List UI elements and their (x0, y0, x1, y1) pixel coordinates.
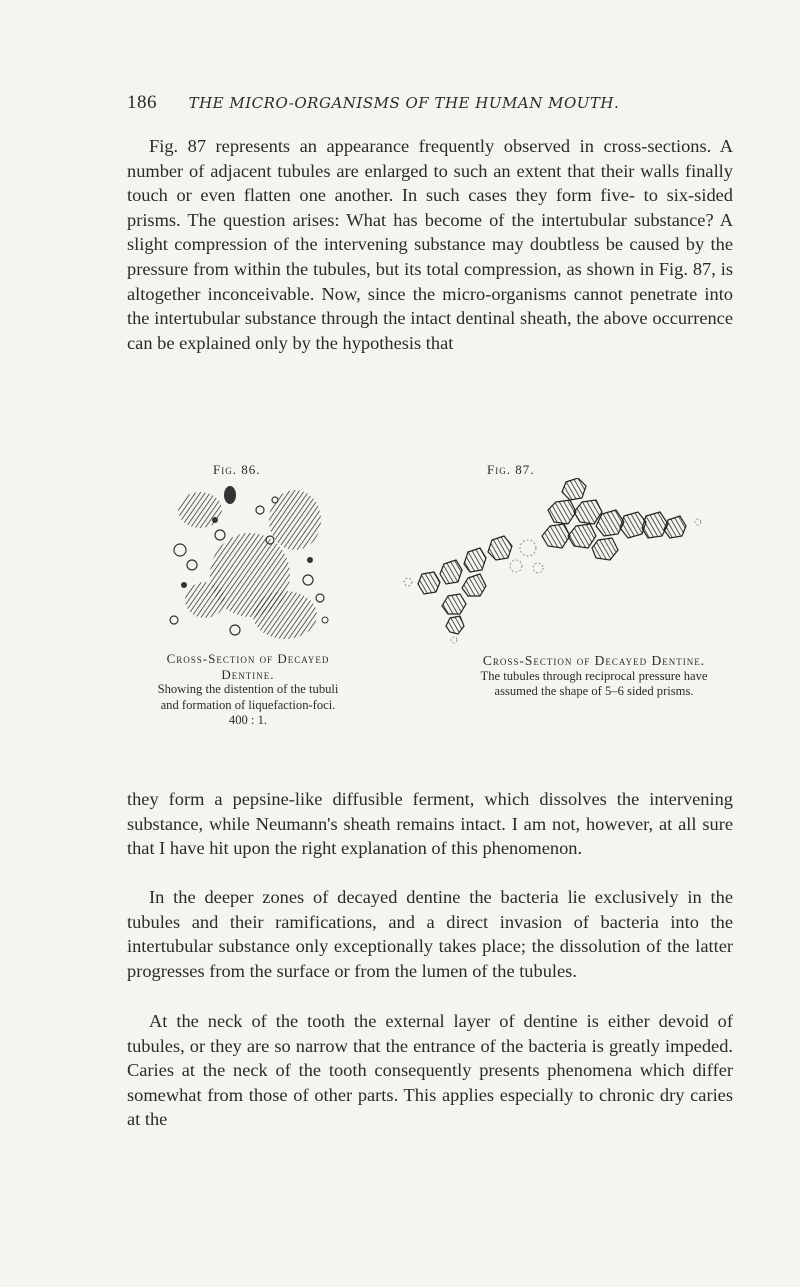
fig-86-caption (150, 651, 346, 729)
fig-87-caption-text: The tubules through reciprocal pressure have assumed the shape of 5–6 sided prisms. (480, 668, 708, 698)
fig-87-caption (478, 653, 710, 700)
running-head (127, 92, 687, 114)
paragraph-4: At the neck of the tooth the external layer of dentine is either devoid of tubules, or they are so narrow that the entrance of the bacteria is greatly impeded. Caries at the neck of the tooth consequently presents phenomena which differ somewhat from those of other parts. This applies especially to chronic dry caries at the (127, 1011, 733, 1130)
fig-87-caption-title: Cross-Section of Decayed Dentine. (482, 653, 706, 668)
fig-86-caption-text: Showing the distention of the tubuli and formation of liquefaction-foci. (157, 682, 339, 712)
paragraph-2: they form a pepsine-like diffusible ferment, which dissolves the intervening substance, while Neumann's sheath remains intact. I am not, however, at all sure that I have hit upon the right explanation of this phenomenon. (127, 789, 733, 859)
running-title: THE MICRO-ORGANISMS OF THE HUMAN MOUTH. (188, 94, 620, 112)
fig-87-illustration (388, 478, 718, 648)
fig-87-label: Fig. 87. (487, 462, 535, 477)
prism-cluster (418, 478, 686, 634)
fig-86-caption-title: Cross-Section of Decayed Dentine. (166, 651, 330, 682)
paragraph-3: In the deeper zones of decayed dentine the bacteria lie exclusively in the tubules and their ramifications, and a direct invasion of bacteria into the intertubular substance only exceptionally takes place; the dissolution of the latter progresses from the surface or from the lumen of the tubules. (127, 887, 733, 981)
paragraph-1: Fig. 87 represents an appearance frequently observed in cross-sections. A number of adjacent tubules are enlarged to such an extent that their walls finally touch or even flatten one another. In such cases they form five- to six-sided prisms. The question arises: What has become of the intertubular substance? A slight compression of the intervening substance may doubtless be caused by the pressure from within the tubules, but its total compression, as shown in Fig. 87, is altogether inconceivable. Now, since the micro-organisms cannot penetrate into the intertubular substance through the intact dentinal sheath, the above occurrence can be explained only by the hypothesis that (127, 136, 733, 353)
page-number: 186 (127, 92, 157, 113)
fig-86-label: Fig. 86. (213, 462, 261, 477)
tubule-cluster (170, 486, 328, 639)
fig-86-illustration (160, 480, 334, 645)
fig-86-magnification: 400 : 1. (228, 713, 268, 727)
